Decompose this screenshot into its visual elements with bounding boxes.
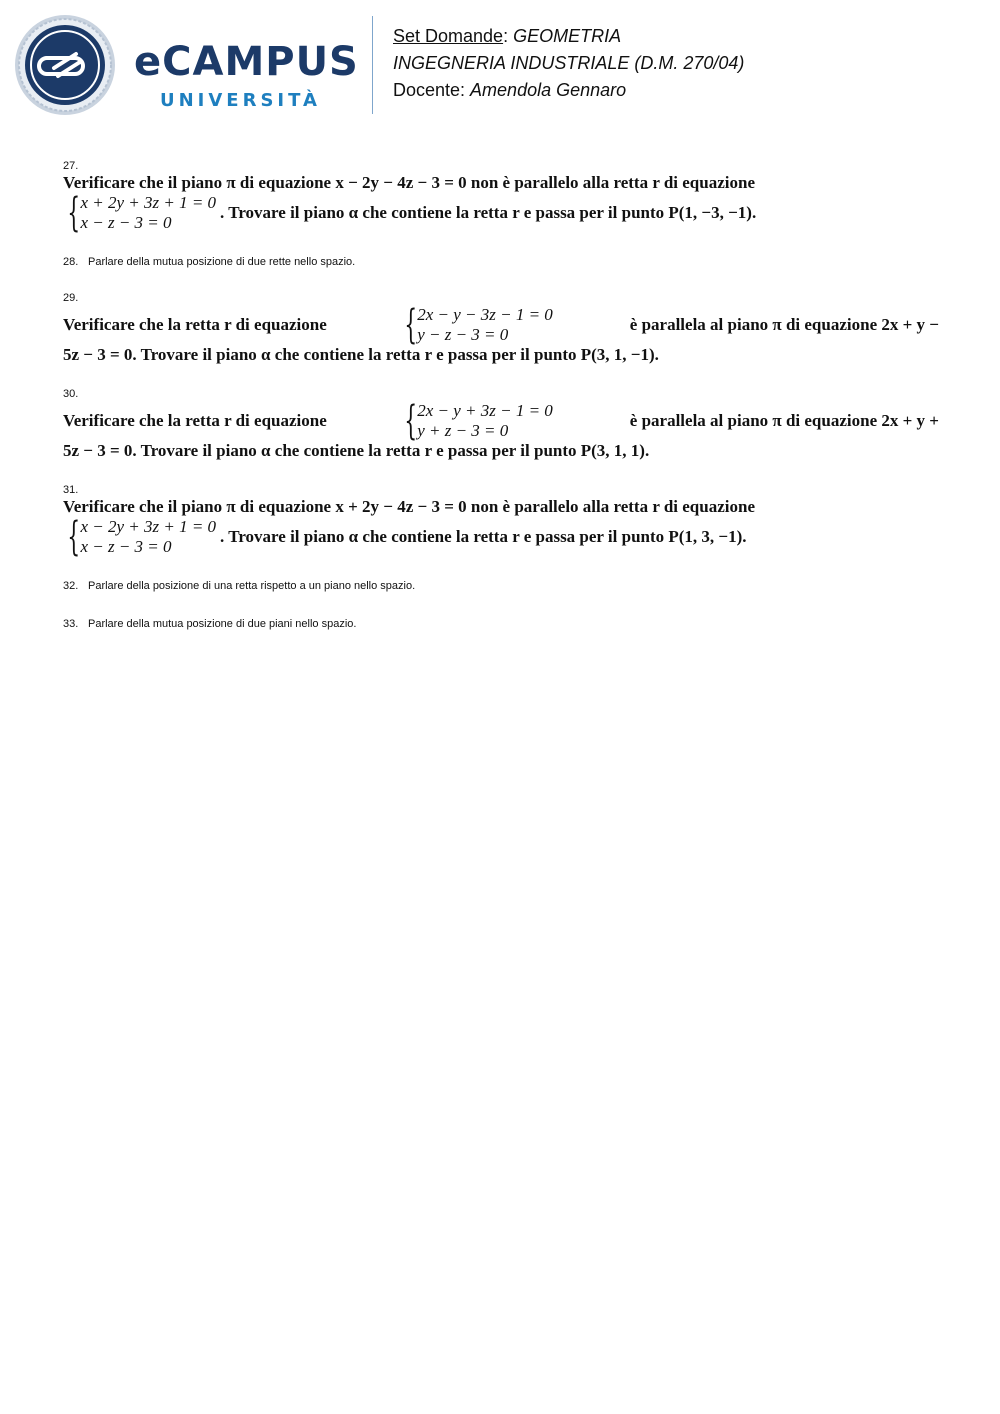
brace: {: [404, 302, 417, 348]
ecampus-seal-icon: [14, 14, 116, 116]
question-30: [63, 388, 939, 461]
system-eq-2: y + z − 3 = 0: [417, 421, 509, 440]
question-system-line: [63, 514, 939, 560]
equation-system: [67, 514, 217, 560]
system-eq-1: 2x − y − 3z − 1 = 0: [417, 305, 553, 324]
question-number: 29.: [63, 292, 79, 304]
question-head: Verificare che la retta r di equazione: [63, 315, 327, 334]
system-eq-2: x − z − 3 = 0: [80, 213, 172, 232]
question-number: 30.: [63, 388, 79, 400]
subject: GEOMETRIA: [513, 26, 622, 46]
question-text: Verificare che il piano π di equazione x − 2y − 4z − 3 = 0 non è parallelo alla retta r di equazione: [63, 173, 755, 192]
header-course-line: [393, 52, 744, 74]
set-sep: :: [503, 26, 514, 46]
brace: {: [404, 398, 417, 444]
question-system-line: [63, 190, 939, 236]
question-line-2: 5z − 3 = 0. Trovare il piano α che contiene la retta r e passa per il punto P(3, 1, −1).: [63, 345, 659, 364]
question-31: [63, 484, 939, 560]
brace: {: [67, 190, 81, 236]
system-eq-1: x − 2y + 3z + 1 = 0: [80, 517, 217, 536]
header-divider: [372, 16, 373, 114]
question-text: Parlare della posizione di una retta rispetto a un piano nello spazio.: [88, 580, 416, 592]
question-number: 31.: [63, 484, 79, 496]
equation-system: [67, 190, 217, 236]
wordmark-top: eCAMPUS: [134, 39, 359, 85]
question-line: [63, 173, 939, 193]
question-head: Verificare che la retta r di equazione: [63, 411, 327, 430]
header-teacher-line: [393, 79, 626, 101]
page-header: [0, 0, 1000, 130]
question-text: Parlare della mutua posizione di due rette nello spazio.: [88, 256, 356, 268]
question-line: [63, 398, 939, 444]
question-tail: . Trovare il piano α che contiene la retta r e passa per il punto P(1, 3, −1).: [220, 527, 747, 546]
teacher-label: Docente:: [393, 80, 471, 100]
system-eq-1: x + 2y + 3z + 1 = 0: [80, 193, 217, 212]
course: INGEGNERIA INDUSTRIALE (D.M. 270/04): [393, 53, 745, 73]
question-28: [63, 255, 355, 269]
ecampus-wordmark: [134, 39, 359, 112]
question-mid: è parallela al piano π di equazione 2x + y −: [629, 315, 939, 334]
system-eq-2: x − z − 3 = 0: [80, 537, 172, 556]
brace: {: [67, 514, 81, 560]
question-line-2: 5z − 3 = 0. Trovare il piano α che contiene la retta r e passa per il punto P(3, 1, 1).: [63, 441, 650, 460]
question-text: Verificare che il piano π di equazione x + 2y − 4z − 3 = 0 non è parallelo alla retta r di equazione: [63, 497, 755, 516]
system-eq-2: y − z − 3 = 0: [417, 325, 509, 344]
wordmark-bottom: UNIVERSITÀ: [160, 90, 321, 111]
set-label: Set Domande: [393, 26, 504, 46]
question-number: 27.: [63, 160, 79, 172]
question-27: [63, 160, 939, 236]
question-tail: . Trovare il piano α che contiene la retta r e passa per il punto P(1, −3, −1).: [220, 203, 757, 222]
header-set-line: [393, 25, 621, 47]
question-number: 33.: [63, 618, 79, 630]
equation-system: [404, 302, 553, 348]
question-number: 32.: [63, 580, 79, 592]
question-33: [63, 617, 356, 631]
system-eq-1: 2x − y + 3z − 1 = 0: [417, 401, 553, 420]
question-29: [63, 292, 939, 365]
question-line: [63, 497, 939, 517]
teacher: Amendola Gennaro: [470, 80, 627, 100]
question-number: 28.: [63, 256, 79, 268]
question-32: [63, 579, 415, 593]
question-line: [63, 302, 939, 348]
question-mid: è parallela al piano π di equazione 2x + y +: [629, 411, 939, 430]
equation-system: [404, 398, 553, 444]
question-text: Parlare della mutua posizione di due piani nello spazio.: [88, 618, 357, 630]
